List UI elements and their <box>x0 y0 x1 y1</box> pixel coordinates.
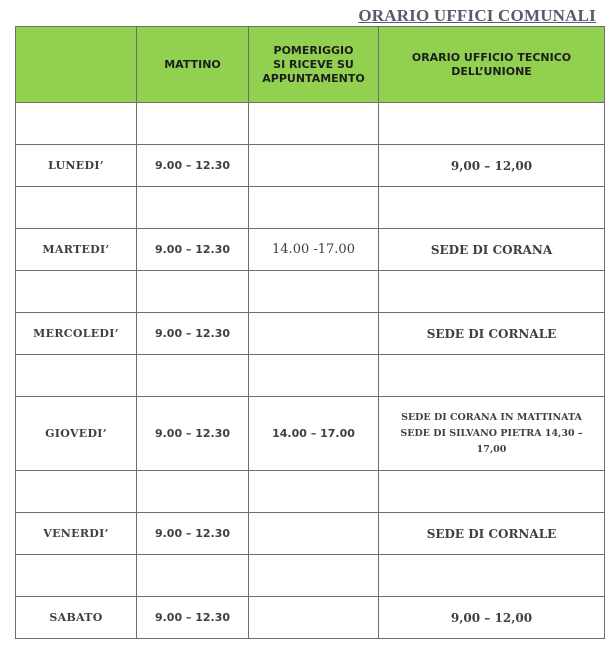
header-afternoon-line-1: POMERIGGIO <box>273 43 354 57</box>
office-note-line-1: SEDE DI CORANA IN MATTINATA <box>401 411 582 423</box>
morning-hours: 9.00 – 12.30 <box>137 597 249 639</box>
morning-hours: 9.00 – 12.30 <box>137 397 249 471</box>
office-hours-table <box>15 26 605 639</box>
office-hours: SEDE DI CORNALE <box>379 313 605 355</box>
header-office-line-2: DELL’UNIONE <box>451 64 532 78</box>
spacer-row <box>16 355 605 397</box>
spacer-row <box>16 187 605 229</box>
table-row-martedi <box>16 229 605 271</box>
header-office-line-1: ORARIO UFFICIO TECNICO <box>411 50 572 64</box>
office-note-line-2: SEDE DI SILVANO PIETRA 14,30 – <box>400 427 583 439</box>
header-corner-cell <box>16 27 137 103</box>
afternoon-hours <box>249 597 379 639</box>
morning-hours: 9.00 – 12.30 <box>137 513 249 555</box>
office-hours: SEDE DI CORANA <box>379 229 605 271</box>
header-technical-office <box>379 27 605 103</box>
spacer-row <box>16 271 605 313</box>
table-row-lunedi <box>16 145 605 187</box>
afternoon-hours <box>249 313 379 355</box>
office-hours: SEDE DI CORNALE <box>379 513 605 555</box>
day-label: MARTEDI’ <box>16 229 137 271</box>
office-hours: 9,00 – 12,00 <box>379 145 605 187</box>
table-row-mercoledi <box>16 313 605 355</box>
afternoon-hours: 14.00 – 17.00 <box>249 397 379 471</box>
table-row-sabato <box>16 597 605 639</box>
day-label: SABATO <box>16 597 137 639</box>
spacer-row <box>16 471 605 513</box>
header-afternoon-line-3: APPUNTAMENTO <box>262 71 365 85</box>
page-title: ORARIO UFFICI COMUNALI <box>358 6 596 25</box>
morning-hours: 9.00 – 12.30 <box>137 229 249 271</box>
table-row-venerdi <box>16 513 605 555</box>
office-note-line-3: 17,00 <box>476 443 507 455</box>
header-morning: MATTINO <box>137 27 249 103</box>
header-row <box>16 27 605 103</box>
afternoon-hours <box>249 145 379 187</box>
afternoon-hours <box>249 513 379 555</box>
header-afternoon <box>249 27 379 103</box>
header-afternoon-line-2: SI RICEVE SU <box>273 57 354 71</box>
day-label: VENERDI’ <box>16 513 137 555</box>
spacer-row <box>16 555 605 597</box>
office-hours <box>379 397 605 471</box>
day-label: LUNEDI’ <box>16 145 137 187</box>
day-label: MERCOLEDI’ <box>16 313 137 355</box>
morning-hours: 9.00 – 12.30 <box>137 145 249 187</box>
afternoon-hours: 14.00 -17.00 <box>249 229 379 271</box>
table-row-giovedi <box>16 397 605 471</box>
morning-hours: 9.00 – 12.30 <box>137 313 249 355</box>
spacer-row <box>16 103 605 145</box>
office-hours: 9,00 – 12,00 <box>379 597 605 639</box>
day-label: GIOVEDI’ <box>16 397 137 471</box>
